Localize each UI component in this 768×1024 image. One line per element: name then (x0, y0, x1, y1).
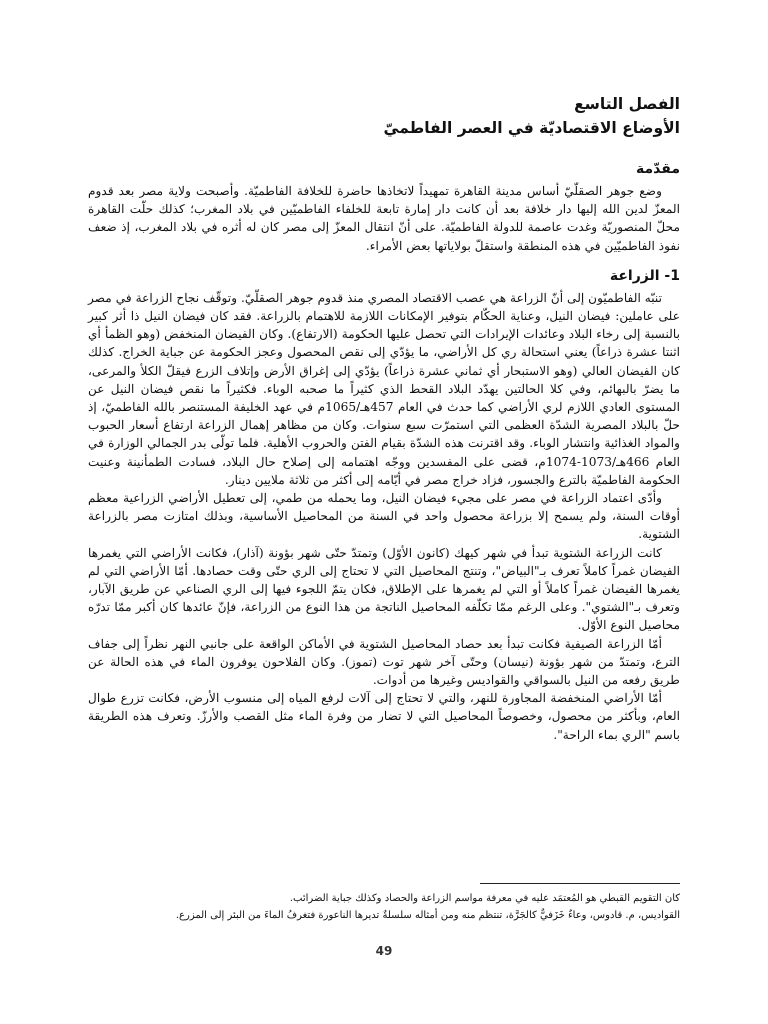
agriculture-paragraph-3: كانت الزراعة الشتوية تبدأ في شهر كيهك (كانون الأوّل) وتمتدّ حتّى شهر بؤونة (آذار)، فكانت الأراضي التي يغمرها الفيضان غمراً كاملاً تعرف بـ"البياض"، وتنتج المحاصيل التي لا تحتاج إلى الري حتّى وقت حصادها. أمّا الأراضي التي لم يغمرها الفيضان غمراً كاملاً أو التي لم يغمرها على الإطلاق، فكان يتمّ اللجوء فيها إلى الري الصناعي عن طريق الآبار، وتعرف بـ"الشتوي". وعلى الرغم ممّا تكلّفه المحاصيل الناتجة من هذا النوع من الزراعة، فإنّ عائدها كان أكبر ممّا تدرّه محاصيل النوع الأوّل. (88, 545, 680, 633)
intro-paragraph: وضع جوهر الصقلّيّ أساس مدينة القاهرة تمهيداً لاتخاذها حاضرة للخلافة الفاطميّة. وأصبحت ولاية مصر بعد قدوم المعزّ لدين الله إليها دار خلافة بعد أن كانت دار إمارة تابعة للخلفاء الفاطميّين في بلاد المغرب؛ كذلك حلّت القاهرة محلّ المنصوريّة وغدت عاصمة للدولة الفاطميّة. على أنّ انتقال المعزّ إلى مصر كان له أثره في بلاد المغرب، إذ ضعف نفوذ الفاطميّين في هذه المنطقة واستقلّ بولاياتها بعض الأمراء. (88, 184, 680, 253)
agriculture-paragraph-1: تنبّه الفاطميّون إلى أنّ الزراعة هي عصب الاقتصاد المصري منذ قدوم جوهر الصقلّيّ. وتوقّف نجاح الزراعة في مصر على عاملين: فيضان النيل، وعناية الحكّام بتوفير الإمكانات اللازمة للاهتمام بالزراعة. فقد كان فيضان النيل ذا أثر كبير بالنسبة إلى رخاء البلاد وعائدات الإيرادات التي تحصل عليها الحكومة (الارتفاع). وكان الفيضان المنخفض (وهو الظمأ أي اثنتا عشرة ذراعاً) يعني استحالة ري كل الأراضي، ما يؤدّي إلى نقص المحصول وعجز الحكومة عن جباية الخراج. كذلك كان الفيضان العالي (وهو الاستبحار أي ثماني عشرة ذراعاً) يؤدّي إلى إغراق الأرض وإتلاف الزرع فيقلّ الكلأ والمرعى، ما يضرّ بالبهائم، وفي كلا الحالتين يهدّد البلاد القحط الذي كثيراً ما صحبه الوباء. فكثيراً ما نقص فيضان النيل عن المستوى العادي اللازم لري الأراضي كما حدث في العام 457هـ/1065م في عهد الخليفة المستنصر بالله الفاطميّ، إذ حلّ بالبلاد المصرية الشدّة العظمى التي استمرّت سبع سنوات. وكان من مظاهر إهمال الزراعة ارتفاع أسعار الحبوب والمواد الغذائية وانتشار الوباء. وقد اقترنت هذه الشدّة بقيام الفتن والحروب الأهلية. فلما تولّى بدر الجمالي الوزارة في العام 466هـ/1073-1074م، قضى على المفسدين ووجّه اهتمامه إلى إصلاح حال البلاد، فسادت الطمأنينة وعنيت الحكومة الفاطميّة بالترع والجسور، فزاد خراج مصر في أيّامه إلى أكثر من ثلاثة ملايين دينار. (88, 290, 681, 487)
page-number: 49 (375, 944, 393, 958)
footnote-divider (480, 883, 680, 884)
agriculture-heading: 1- الزراعة (609, 267, 680, 284)
agriculture-paragraph-2: وأدّى اعتماد الزراعة في مصر على مجيء فيضان النيل، وما يحمله من طمي، إلى تعطيل الأراضي الزراعية معظم أوقات السنة، ولم يسمح إلا بزراعة محصول واحد في السنة من المحاصيل الأساسية، وبذلك امتازت مصر بالزراعة الشتوية. (88, 491, 680, 542)
intro-heading: مقدّمة (636, 161, 680, 177)
footnote-1: كان التقويم القبطي هو المُعتمَد عليه في معرفة مواسم الزراعة والحصاد وكذلك جباية الضرائب. (289, 893, 680, 904)
chapter-subtitle: الأوضاع الاقتصاديّة في العصر الفاطميّ (383, 119, 680, 137)
page-body (88, 92, 680, 744)
chapter-title: الفصل التاسع (574, 95, 680, 113)
footnote-2: القواديس، م. قادوس، وعاءٌ خَزَفيٌّ كالجَرَّة، تنتظم منه ومن أمثاله سلسلةٌ تديرها الناعورة فتغرفُ الماءَ من البئر إلى المزرع. (175, 910, 680, 921)
agriculture-paragraph-5: أمّا الأراضي المنخفضة المجاورة للنهر، والتي لا تحتاج إلى آلات لرفع المياه إلى منسوب الأرض، فكانت تزرع طوال العام، وبأكثر من محصول، وخصوصاً المحاصيل التي لا تضار من وفرة الماء مثل القصب والأرزّ. وتعرف هذه الطريقة باسم "الري بماء الراحة". (88, 691, 681, 742)
agriculture-paragraph-4: أمّا الزراعة الصيفية فكانت تبدأ بعد حصاد المحاصيل الشتوية في الأماكن الواقعة على جانبي النهر نظراً إلى جفاف الترع، وتمتدّ من شهر بؤونة (نيسان) وحتّى آخر شهر توت (تموز). وكان الفلاحون يوفرون الماء في هذه الحالة عن طريق رفعه من النيل بالسواقي والقواديس وغيرها من أدوات. (88, 636, 680, 688)
footnotes (88, 883, 680, 924)
